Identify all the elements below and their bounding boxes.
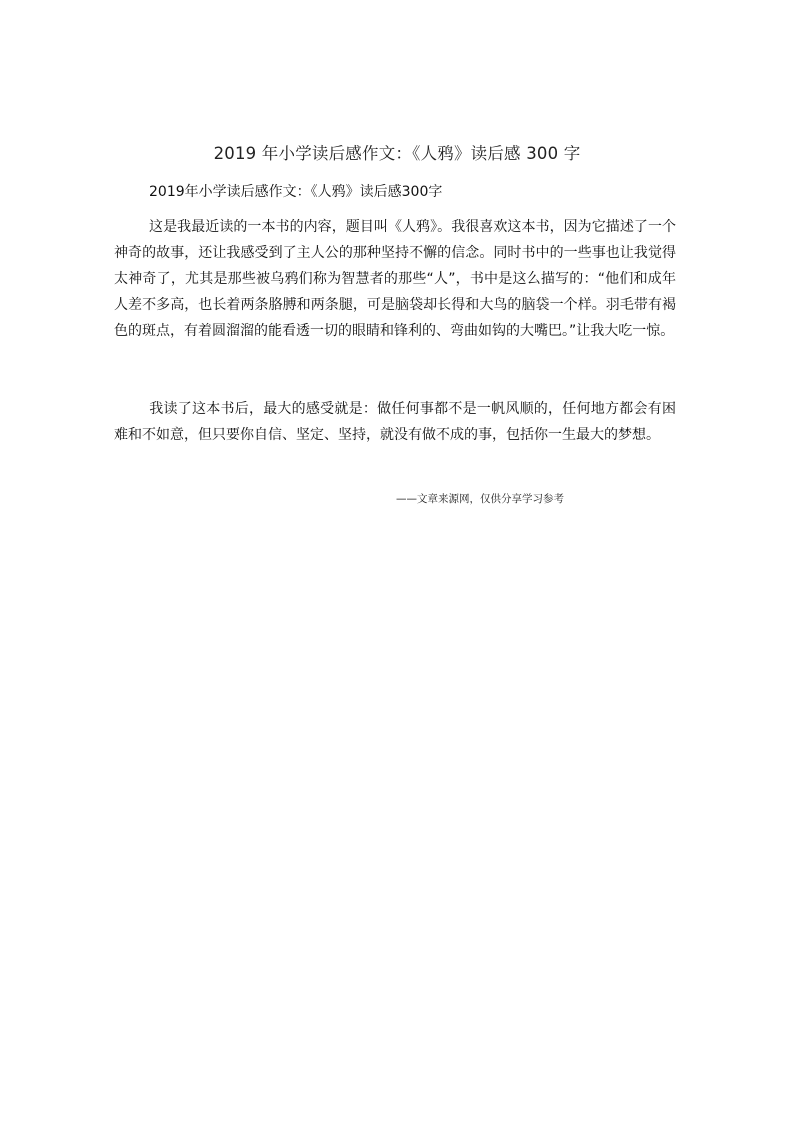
source-note: ——文章来源网，仅供分享学习参考 [396,493,564,505]
document-title: 2019 年小学读后感作文：《人鸦》读后感 300 字 [213,144,581,163]
paragraph-1 [114,214,676,344]
paragraph-1-text: 这是我最近读的一本书的内容，题目叫《人鸦》。我很喜欢这本书，因为它描述了一个神奇的故事，还让我感受到了主人公的那种坚持不懈的信念。同时书中的一些事也让我觉得太神奇了，尤其是那些被乌鸦们称为智慧者的那些“人”，书中是这么描写的：“他们和成年人差不多高，也长着两条胳膊和两条腿，可是脑袋却长得和大鸟的脑袋一个样。羽毛带有褐色的斑点，有着圆溜溜的能看透一切的眼睛和锋利的、弯曲如钩的大嘴巴。”让我大吃一惊。 [114,219,676,339]
document-subtitle: 2019年小学读后感作文：《人鸦》读后感300字 [149,184,443,200]
paragraph-2 [114,396,676,448]
paragraph-2-text: 我读了这本书后，最大的感受就是：做任何事都不是一帆风顺的，任何地方都会有困难和不如意，但只要你自信、坚定、坚持，就没有做不成的事，包括你一生最大的梦想。 [114,401,676,443]
